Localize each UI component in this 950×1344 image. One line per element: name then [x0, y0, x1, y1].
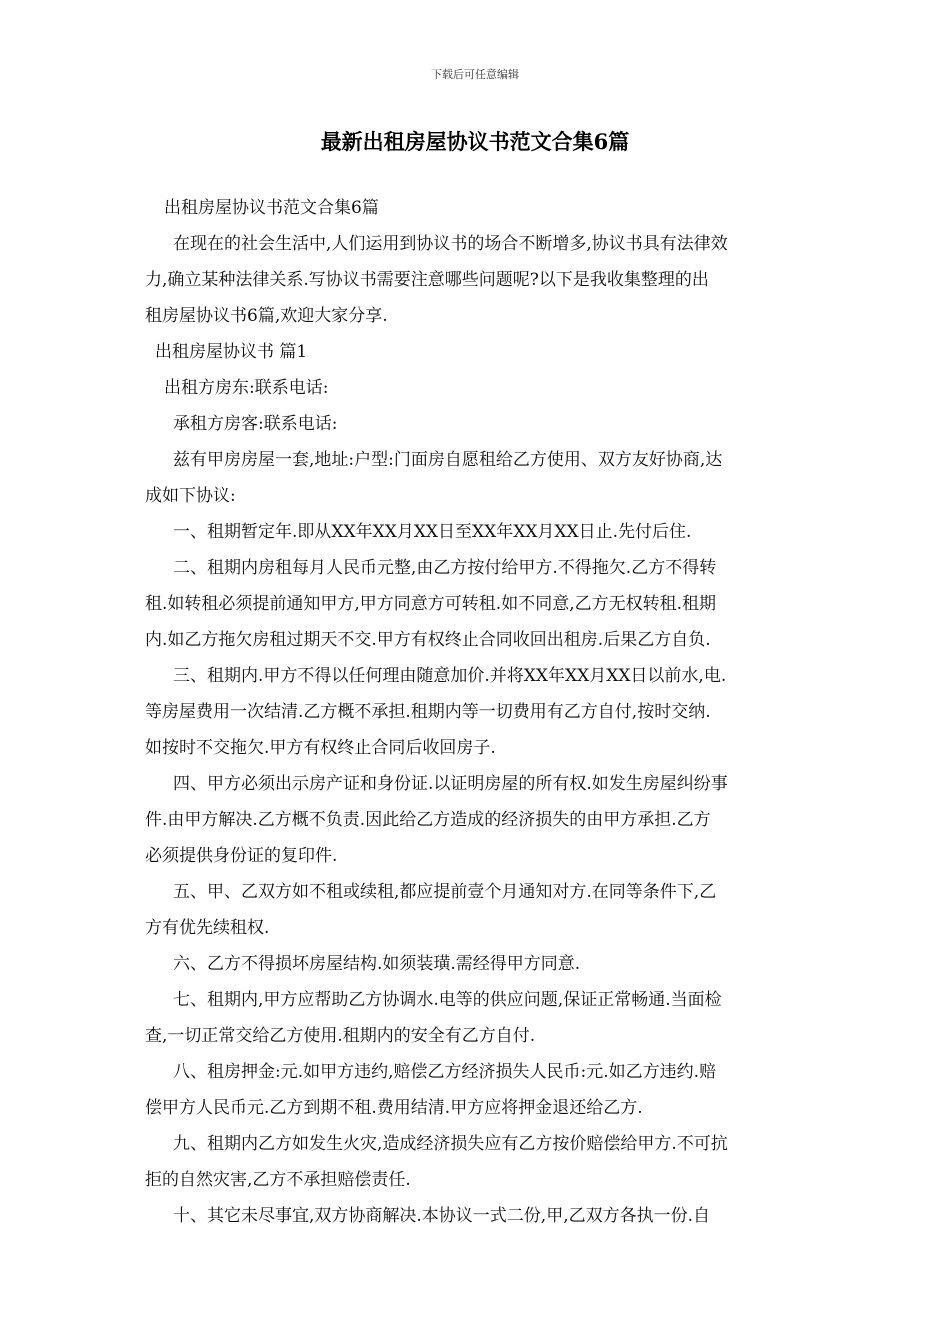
clause-line: 四、甲方必须出示房产证和身份证.以证明房屋的所有权.如发生房屋纠纷事	[173, 774, 728, 794]
clause-line: 六、乙方不得损坏房屋结构.如须装璜.需经得甲方同意.	[173, 954, 581, 974]
document-body	[145, 190, 805, 1234]
clause-line: 一、租期暂定年.即从XX年XX月XX日至XX年XX月XX日止.先付后住.	[173, 522, 692, 542]
text-line: 承租方房客:联系电话:	[173, 414, 338, 434]
text-line: 如按时不交拖欠.甲方有权终止合同后收回房子.	[145, 738, 496, 758]
text-line: 等房屋费用一次结清.乙方概不承担.租期内等一切费用有乙方自付,按时交纳.	[145, 702, 711, 722]
clause-line: 八、租房押金:元.如甲方违约,赔偿乙方经济损失人民币:元.如乙方违约.赔	[173, 1062, 717, 1082]
text-line: 力,确立某种法律关系.写协议书需要注意哪些问题呢?以下是我收集整理的出	[145, 270, 709, 290]
text-line: 内.如乙方拖欠房租过期天不交.甲方有权终止合同收回出租房.后果乙方自负.	[145, 630, 711, 650]
text-line: 方有优先续租权.	[145, 918, 270, 938]
clause-line: 五、甲、乙双方如不租或续租,都应提前壹个月通知对方.在同等条件下,乙	[173, 882, 717, 902]
text-line: 在现在的社会生活中,人们运用到协议书的场合不断增多,协议书具有法律效	[173, 234, 728, 254]
text-line: 出租方房东:联系电话:	[164, 378, 329, 398]
header-note: 下载后可任意编辑	[431, 68, 519, 81]
text-line: 兹有甲房房屋一套,地址:户型:门面房自愿租给乙方使用、双方友好协商,达	[173, 450, 723, 470]
text-line: 偿甲方人民币元.乙方到期不租.费用结清.甲方应将押金退还给乙方.	[145, 1098, 643, 1118]
text-line: 件.由甲方解决.乙方概不负责.因此给乙方造成的经济损失的由甲方承担.乙方	[145, 810, 711, 830]
text-line: 租房屋协议书6篇,欢迎大家分享.	[145, 306, 388, 326]
section-heading: 出租房屋协议书 篇1	[155, 342, 308, 362]
document-title: 最新出租房屋协议书范文合集6篇	[320, 129, 630, 154]
subtitle-line: 出租房屋协议书范文合集6篇	[164, 198, 379, 218]
clause-line: 十、其它未尽事宜,双方协商解决.本协议一式二份,甲,乙双方各执一份.自	[173, 1206, 711, 1226]
text-line: 拒的自然灾害,乙方不承担赔偿责任.	[145, 1170, 411, 1190]
text-line: 必须提供身份证的复印件.	[145, 846, 338, 866]
clause-line: 九、租期内乙方如发生火灾,造成经济损失应有乙方按价赔偿给甲方.不可抗	[173, 1134, 728, 1154]
clause-line: 七、租期内,甲方应帮助乙方协调水.电等的供应问题,保证正常畅通.当面检	[173, 990, 722, 1010]
text-line: 查,一切正常交给乙方使用.租期内的安全有乙方自付.	[145, 1026, 536, 1046]
text-line: 成如下协议:	[145, 486, 236, 506]
text-line: 租.如转租必须提前通知甲方,甲方同意方可转租.如不同意,乙方无权转租.租期	[145, 594, 717, 614]
clause-line: 三、租期内.甲方不得以任何理由随意加价.并将XX年XX月XX日以前水,电.	[173, 666, 727, 686]
clause-line: 二、租期内房租每月人民币元整,由乙方按付给甲方.不得拖欠.乙方不得转	[173, 558, 717, 578]
